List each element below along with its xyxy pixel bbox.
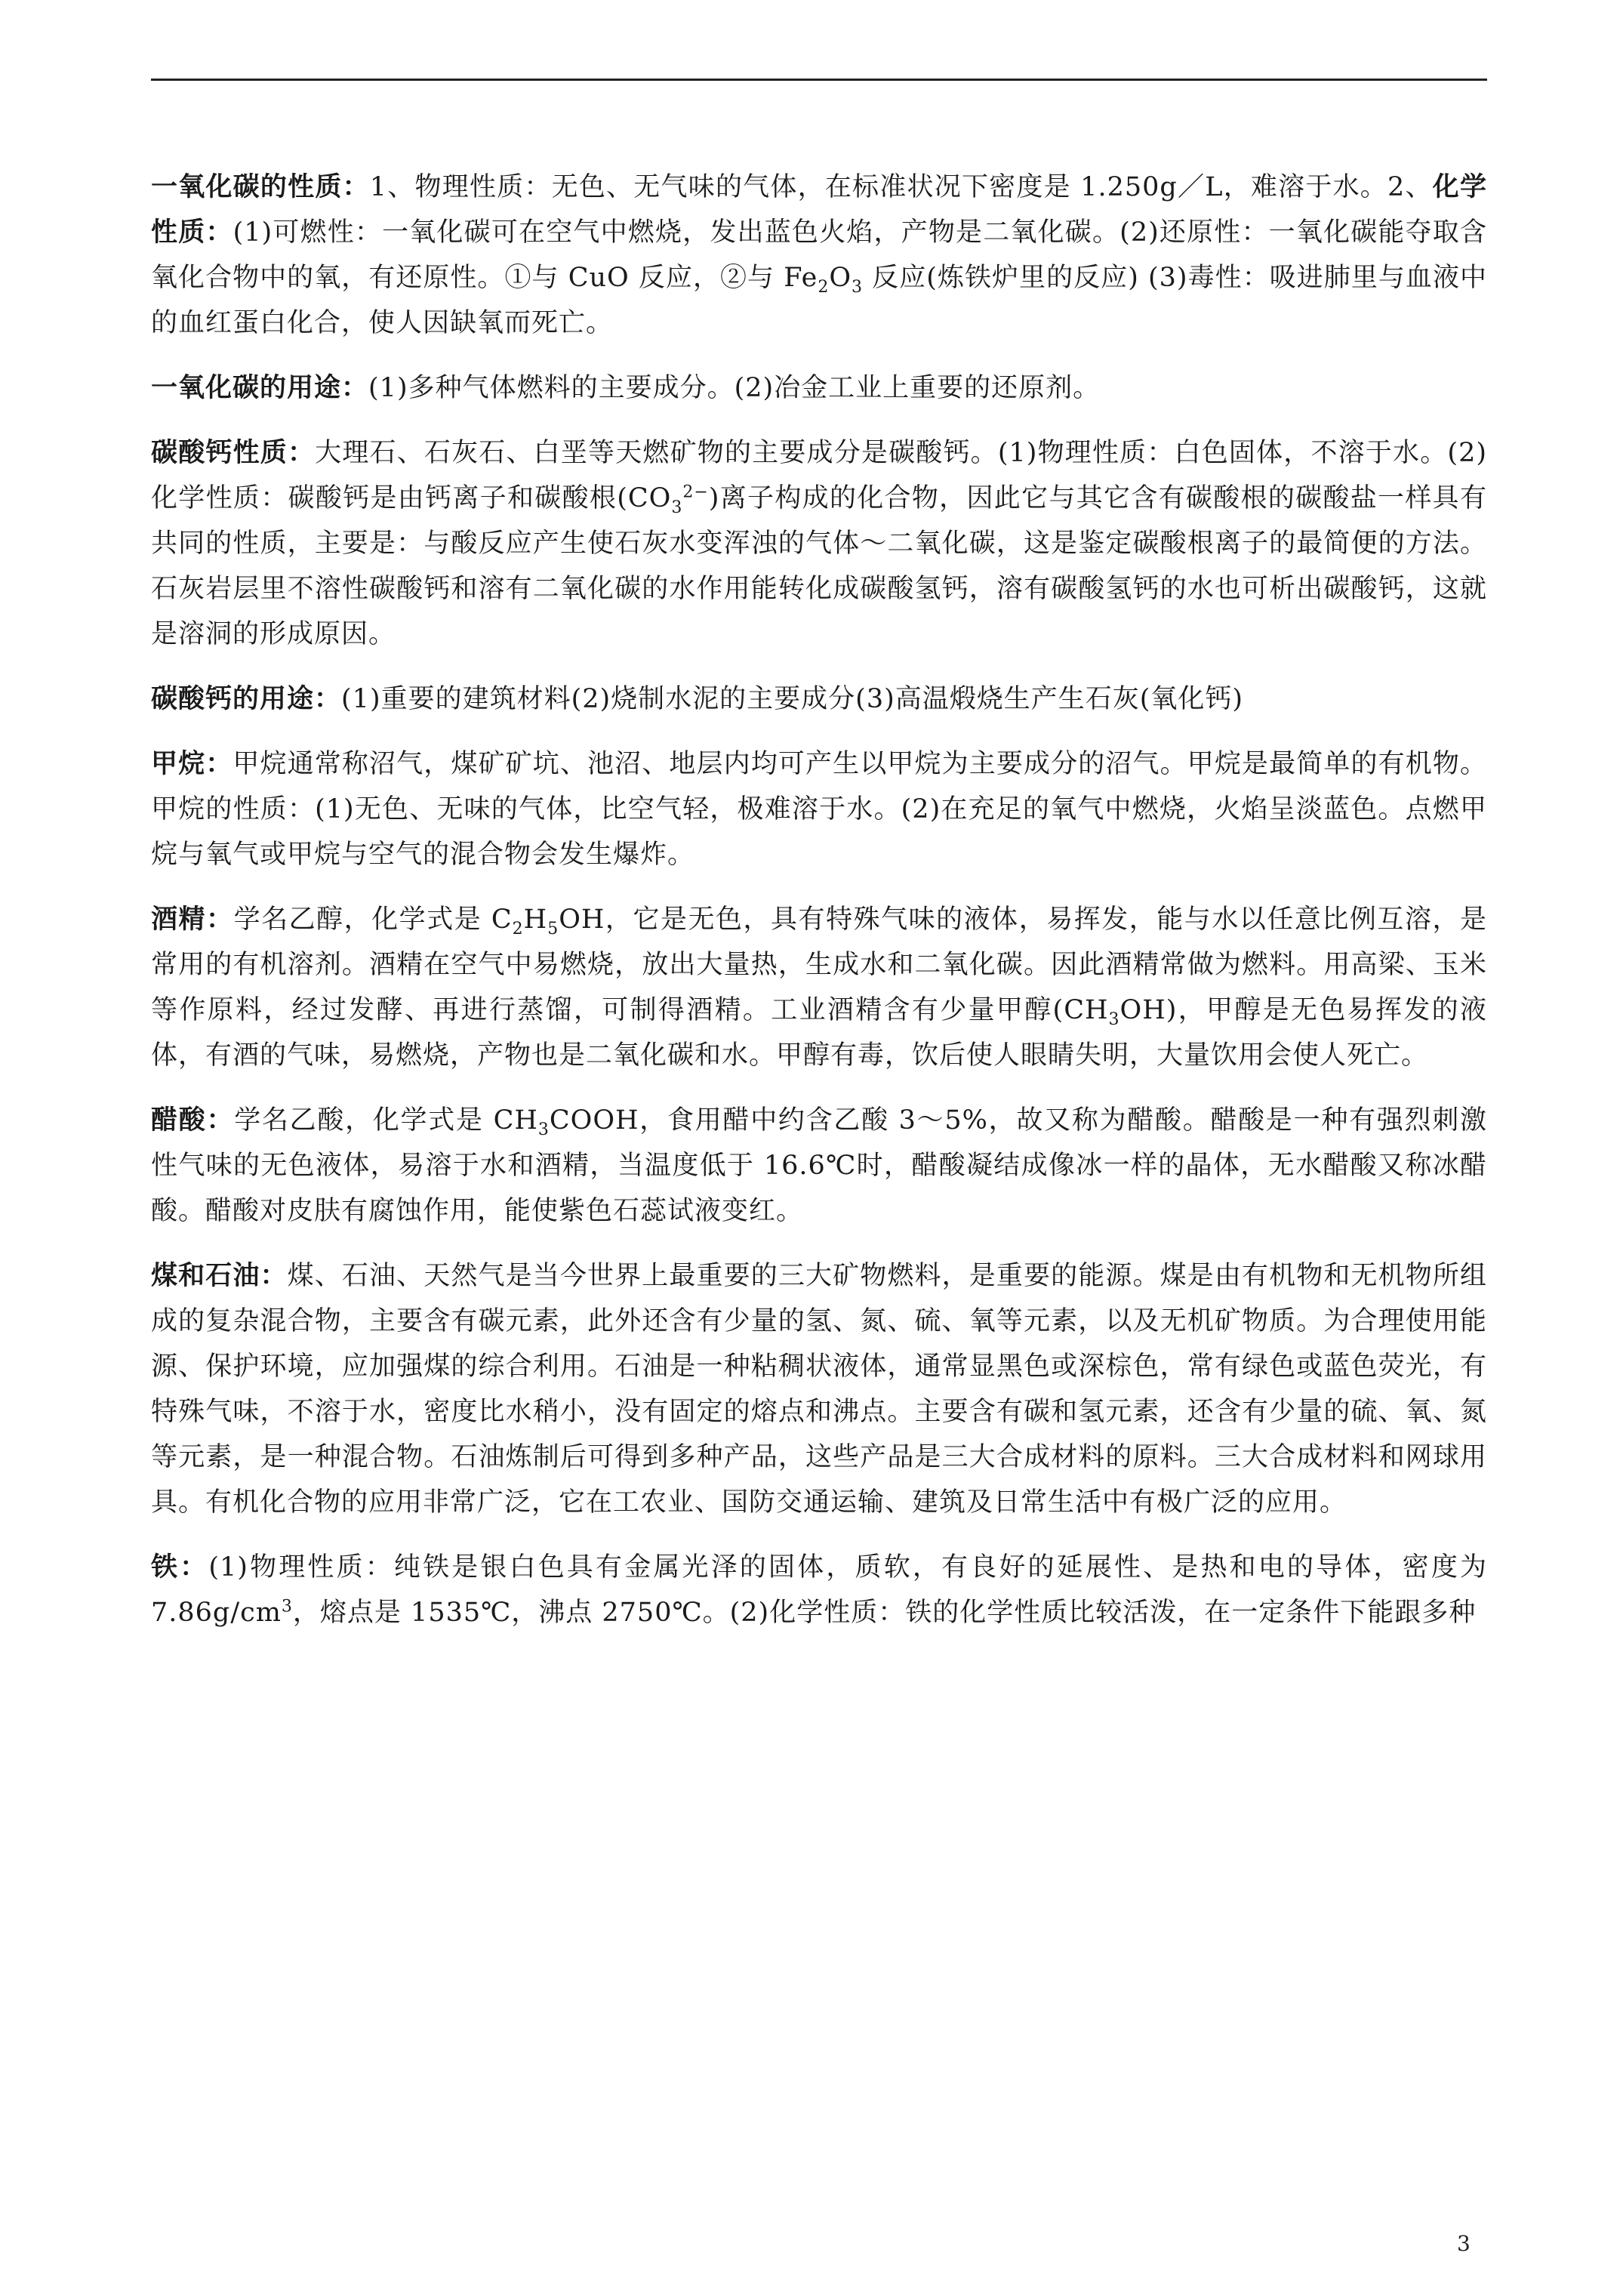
subscript: 3: [1108, 1010, 1120, 1029]
paragraph-heading: 一氧化碳的性质：: [151, 171, 370, 202]
paragraph-acetic-acid: [151, 1098, 1487, 1234]
paragraph-text: OH)，甲醇是无色易挥发的液体，有酒的气味，易燃烧，产物也是二氧化碳和水。甲醇有毒，饮后使人眼睛失明，大量饮用会使人死亡。: [151, 995, 1487, 1071]
paragraph-text: O: [829, 263, 852, 293]
paragraph-text: 大理石、石灰石、白垩等天燃矿物的主要成分是碳酸钙。(1)物理性质：白色固体，不溶于水。(2)化学性质：碳酸钙是由钙离子和碳酸根(CO: [151, 438, 1487, 513]
paragraph-heading: 碳酸钙的用途：: [151, 683, 342, 714]
paragraph-heading: 酒精：: [151, 904, 234, 935]
paragraph-text: 甲烷通常称沼气，煤矿矿坑、池沼、地层内均可产生以甲烷为主要成分的沼气。甲烷是最简单的有机物。甲烷的性质：(1)无色、无味的气体，比空气轻，极难溶于水。(2)在充足的氧气中燃烧，火焰呈淡蓝色。点燃甲烷与氧气或甲烷与空气的混合物会发生爆炸。: [151, 749, 1487, 870]
subscript: 2: [818, 278, 830, 297]
paragraph-caco3-uses: [151, 676, 1487, 722]
superscript: 3: [281, 1597, 293, 1616]
paragraph-text: 反应(炼铁炉里的反应) (3)毒性：吸进肺里与血液中的血红蛋白化合，使人因缺氧而死亡。: [151, 263, 1487, 338]
paragraph-text: 1、物理性质：无色、无气味的气体，在标准状况下密度是 1.250g／L，难溶于水。2、: [369, 172, 1433, 202]
paragraph-text: (1)可燃性：一氧化碳可在空气中燃烧，发出蓝色火焰，产物是二氧化碳。(2)还原性：一氧化碳能夺取含氧化合物中的氧，有还原性。①与 CuO 反应，②与 Fe: [151, 217, 1487, 293]
paragraph-text: 煤、石油、天然气是当今世界上最重要的三大矿物燃料，是重要的能源。煤是由有机物和无机物所组成的复杂混合物，主要含有碳元素，此外还含有少量的氢、氮、硫、氧等元素，以及无机矿物质。为合理使用能源、保护环境，应加强煤的综合利用。石油是一种粘稠状液体，通常显黑色或深棕色，常有绿色或蓝色荧光，有特殊气味，不溶于水，密度比水稍小，没有固定的熔点和沸点。主要含有碳和氢元素，还含有少量的硫、氧、氮等元素，是一种混合物。石油炼制后可得到多种产品，这些产品是三大合成材料的原料。三大合成材料和网球用具。有机化合物的应用非常广泛，它在工农业、国防交通运输、建筑及日常生活中有极广泛的应用。: [151, 1261, 1487, 1518]
paragraph-iron: [151, 1545, 1487, 1635]
paragraph-heading: 甲烷：: [151, 748, 233, 779]
paragraph-text: ，熔点是 1535℃，沸点 2750℃。(2)化学性质：铁的化学性质比较活泼，在一定条件下能跟多种: [292, 1598, 1477, 1628]
paragraph-heading: 碳酸钙性质：: [151, 437, 316, 468]
paragraph-text: COOH，食用醋中约含乙酸 3～5%，故又称为醋酸。醋酸是一种有强烈刺激性气味的无色液体，易溶于水和酒精，当温度低于 16.6℃时，醋酸凝结成像冰一样的晶体，无水醋酸又称冰醋酸。醋酸对皮肤有腐蚀作用，能使紫色石蕊试液变红。: [151, 1105, 1487, 1226]
subscript: 3: [852, 278, 864, 297]
paragraph-text: 化学性质：: [151, 171, 1487, 248]
paragraph-co-properties: [151, 165, 1487, 346]
paragraph-heading: 醋酸：: [151, 1105, 235, 1136]
paragraph-text: H: [523, 905, 548, 935]
paragraph-text: (1)重要的建筑材料(2)烧制水泥的主要成分(3)高温煅烧生产生石灰(氧化钙): [341, 684, 1244, 714]
paragraph-text: OH，它是无色，具有特殊气味的液体，易挥发，能与水以任意比例互溶，是常用的有机溶剂。酒精在空气中易燃烧，放出大量热，生成水和二氧化碳。因此酒精常做为燃料。用高梁、玉米等作原料，经过发酵、再进行蒸馏，可制得酒精。工业酒精含有少量甲醇(CH: [151, 905, 1487, 1025]
superscript: 2−: [682, 482, 709, 502]
subscript: 3: [537, 1120, 550, 1139]
paragraph-heading: 铁：: [151, 1552, 209, 1583]
paragraph-ethanol: [151, 897, 1487, 1078]
paragraph-methane: [151, 741, 1487, 877]
paragraph-coal-oil: [151, 1253, 1487, 1525]
subscript: 2: [512, 920, 524, 938]
paragraph-text: (1)多种气体燃料的主要成分。(2)冶金工业上重要的还原剂。: [368, 373, 1101, 403]
header-rule: [151, 79, 1487, 81]
subscript: 3: [671, 498, 683, 517]
paragraph-text: )离子构成的化合物，因此它与其它含有碳酸根的碳酸盐一样具有共同的性质，主要是：与酸反应产生使石灰水变浑浊的气体～二氧化碳，这是鉴定碳酸根离子的最简便的方法。石灰岩层里不溶性碳酸钙和溶有二氧化碳的水作用能转化成碳酸氢钙，溶有碳酸氢钙的水也可析出碳酸钙，这就是溶洞的形成原因。: [151, 483, 1487, 649]
subscript: 5: [547, 920, 559, 938]
page-number: 3: [1457, 2231, 1471, 2256]
paragraph-text: 学名乙醇，化学式是 C: [233, 905, 513, 935]
paragraph-heading: 煤和石油：: [151, 1260, 288, 1291]
paragraph-caco3-properties: [151, 430, 1487, 657]
paragraph-text: (1)物理性质：纯铁是银白色具有金属光泽的固体，质软，有良好的延展性、是热和电的导体，密度为 7.86g/cm: [151, 1552, 1487, 1628]
document-body: [151, 165, 1487, 1655]
paragraph-heading: 一氧化碳的用途：: [151, 372, 369, 403]
paragraph-text: 学名乙酸，化学式是 CH: [234, 1105, 538, 1136]
paragraph-co-uses: [151, 365, 1487, 411]
